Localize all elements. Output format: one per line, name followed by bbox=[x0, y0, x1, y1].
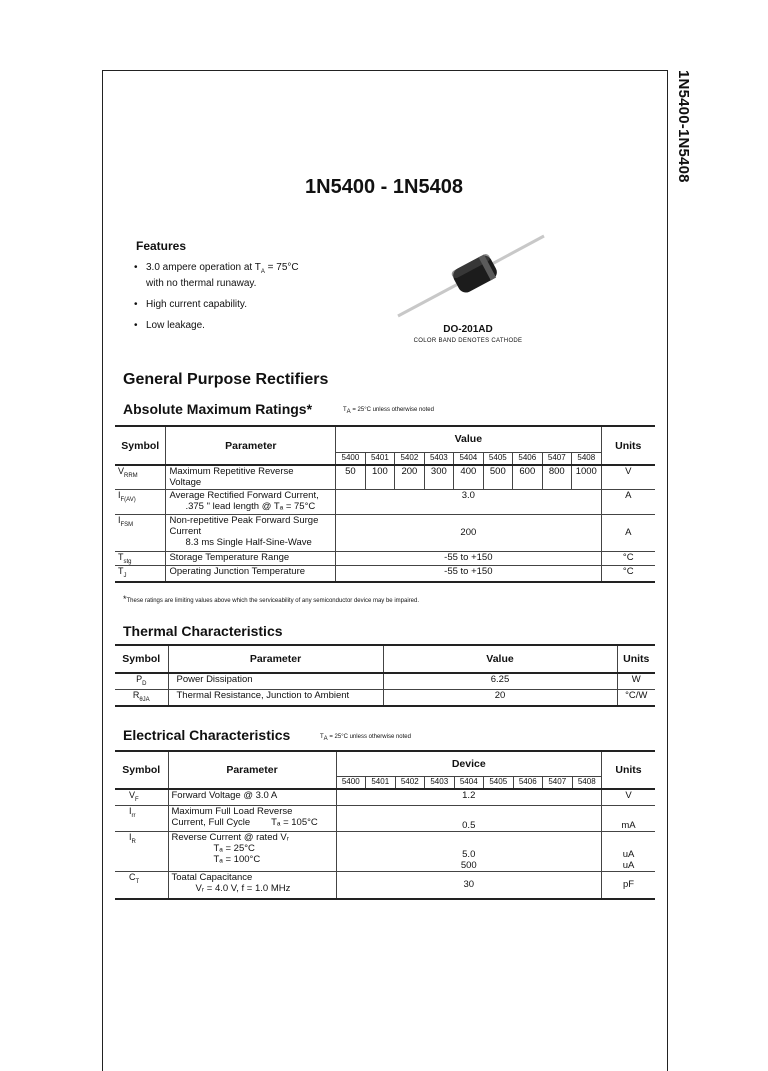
page-title: 1N5400 - 1N5408 bbox=[305, 176, 463, 198]
col-units: Units bbox=[623, 653, 650, 665]
features-list bbox=[134, 262, 344, 341]
thermal-heading: Thermal Characteristics bbox=[123, 623, 283, 639]
device-col: 5406 bbox=[513, 776, 543, 789]
device-col: 5403 bbox=[425, 776, 455, 789]
thermal-table bbox=[115, 644, 655, 707]
feature-item: • Low leakage. bbox=[134, 320, 344, 332]
device-col: 5400 bbox=[336, 776, 366, 789]
device-col: 5400 bbox=[336, 452, 365, 465]
feature-item: • 3.0 ampere operation at $T_A = 75^\circ C$ with no thermal runaway. bbox=[134, 262, 344, 290]
device-col: 5406 bbox=[513, 452, 542, 465]
feature-item: • High current capability. bbox=[134, 299, 344, 311]
package-name: DO-201AD bbox=[443, 324, 493, 335]
device-col: 5407 bbox=[543, 776, 573, 789]
device-col: 5408 bbox=[572, 776, 602, 789]
table-row: $I_{FSM}$ Non-repetitive Peak Forward Surge Current 8.3 ms Single Half-Sine-Wave 200 A bbox=[115, 514, 655, 551]
col-parameter: Parameter bbox=[166, 426, 336, 465]
col-value: Value bbox=[383, 645, 617, 673]
table-row: $R_{\theta JA}$ Thermal Resistance, Junction to Ambient 20 °C/W bbox=[115, 689, 655, 706]
table-row: $T_{stg}$ Storage Temperature Range -55 to +150 °C bbox=[115, 551, 655, 565]
table-row: $C_T$ Toatal Capacitance Vᵣ = 4.0 V, f = 1.0 MHz 30 pF bbox=[115, 871, 655, 899]
electrical-table bbox=[115, 750, 655, 900]
device-col: 5401 bbox=[366, 776, 396, 789]
diode-package-illustration bbox=[390, 228, 550, 323]
table-row: $I_R$ Reverse Current @ rated Vᵣ Tₐ = 25°C Tₐ = 100°C 5.0 500 uA uA bbox=[115, 831, 655, 871]
device-col: 5401 bbox=[365, 452, 394, 465]
side-part-number: 1N5400-1N5408 bbox=[675, 70, 692, 183]
device-col: 5405 bbox=[483, 452, 512, 465]
device-col: 5404 bbox=[454, 452, 483, 465]
device-col: 5402 bbox=[395, 452, 424, 465]
col-units: Units bbox=[602, 751, 656, 789]
table-row: $I_{rr}$ Maximum Full Load Reverse Current, Full Cycle Tₐ = 105°C 0.5 mA bbox=[115, 805, 655, 831]
package-note: COLOR BAND DENOTES CATHODE bbox=[413, 338, 523, 344]
col-symbol: Symbol bbox=[115, 426, 166, 465]
table-row: $V_F$ Forward Voltage @ 3.0 A 1.2 V bbox=[115, 789, 655, 805]
electrical-condition: $T_A = 25^\circ C$ unless otherwise noted bbox=[320, 734, 411, 743]
col-device: Device bbox=[451, 757, 486, 770]
device-col: 5407 bbox=[542, 452, 571, 465]
col-symbol: Symbol bbox=[115, 645, 168, 673]
section-title: General Purpose Rectifiers bbox=[123, 371, 329, 388]
device-col: 5405 bbox=[484, 776, 514, 789]
table-row: $T_J$ Operating Junction Temperature -55 to +150 °C bbox=[115, 565, 655, 582]
electrical-heading: Electrical Characteristics bbox=[123, 727, 291, 743]
table-row: $I_{F(AV)}$ Average Rectified Forward Current, .375 " lead length @ Tₐ = 75°C 3.0 A bbox=[115, 489, 655, 514]
amr-footnote: *These ratings are limiting values above which the serviceability of any semiconductor device may be impaired. bbox=[123, 594, 419, 604]
device-col: 5402 bbox=[395, 776, 425, 789]
col-parameter: Parameter bbox=[168, 751, 336, 789]
features-heading: Features bbox=[136, 239, 187, 253]
device-col: 5408 bbox=[572, 452, 601, 465]
col-parameter: Parameter bbox=[168, 645, 383, 673]
table-row: $P_D$ Power Dissipation 6.25 W bbox=[115, 673, 655, 689]
device-col: 5404 bbox=[454, 776, 484, 789]
amr-heading: Absolute Maximum Ratings* bbox=[123, 401, 313, 417]
col-value: Value bbox=[454, 433, 483, 446]
amr-table bbox=[115, 425, 655, 583]
table-row: $V_{RRM}$ Maximum Repetitive Reverse Voltage 50 100 200 300 400 500 600 800 1000 V bbox=[115, 465, 655, 489]
col-symbol: Symbol bbox=[115, 751, 168, 789]
device-col: 5403 bbox=[424, 452, 453, 465]
col-units: Units bbox=[601, 426, 655, 465]
amr-condition: $T_A = 25^\circ C$ unless otherwise noted bbox=[343, 407, 434, 416]
